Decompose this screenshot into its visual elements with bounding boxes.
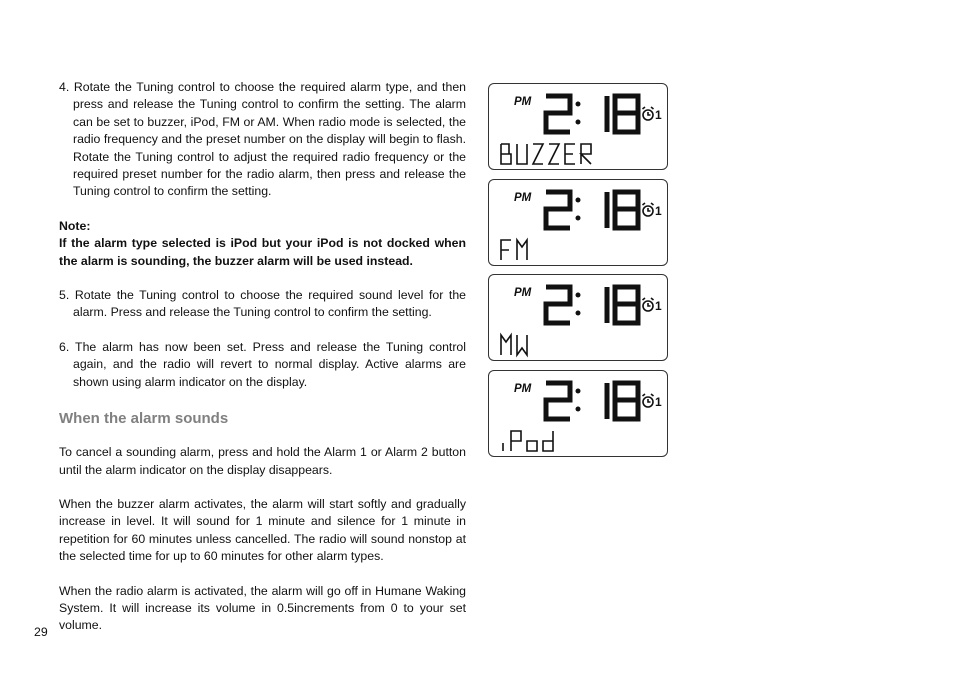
step-4: 4. Rotate the Tuning control to choose the required alarm type, and then press and release the Tuning control to confirm the setting. The alarm can be set to buzzer, iPod, FM or AM. When radio mode is selected, the radio frequency and the preset number on the display will begin to flash. Rotate the Tuning control to adjust the required radio frequency or the required preset number for the radio alarm, then press and release the Tuning control to confirm the setting. xyxy=(59,80,466,199)
cancel-alarm-paragraph: To cancel a sounding alarm, press and hold the Alarm 1 or Alarm 2 button until the alarm indicator on the display disappears. xyxy=(59,445,466,477)
pm-indicator: PM xyxy=(514,96,532,108)
lcd-display-mw xyxy=(488,274,668,361)
pm-indicator: PM xyxy=(514,287,532,299)
note-heading: Note: xyxy=(59,218,91,233)
note-text: If the alarm type selected is iPod but your iPod is not docked when the alarm is sounding, the buzzer alarm will be used instead. xyxy=(59,236,466,268)
lcd-display-ipod xyxy=(488,370,668,457)
lcd-display-fm xyxy=(488,179,668,266)
lcd-graphic xyxy=(489,84,669,171)
page-number: 29 xyxy=(34,625,48,639)
step-5: 5. Rotate the Tuning control to choose the required sound level for the alarm. Press and release the Tuning control to confirm the setting. xyxy=(59,288,466,320)
radio-alarm-paragraph: When the radio alarm is activated, the alarm will go off in Humane Waking System. It will increase its volume in 0.5increments from 0 to your set volume. xyxy=(59,583,466,633)
buzzer-alarm-paragraph: When the buzzer alarm activates, the alarm will start softly and gradually increase in level. It will sound for 1 minute and silence for 1 minute in repetition for 60 minutes unless cancelled. The radio will sound nonstop at the selected time for up to 60 minutes for other alarm types. xyxy=(59,496,466,564)
lcd-graphic xyxy=(489,275,669,362)
alarm-clock-icon xyxy=(643,298,654,311)
lcd-display-buzzer xyxy=(488,83,668,170)
alarm-clock-icon xyxy=(643,394,654,407)
alarm-number: 1 xyxy=(655,299,662,313)
lcd-graphic xyxy=(489,371,669,458)
step-6: 6. The alarm has now been set. Press and release the Tuning control again, and the radio will revert to normal display. Active alarms are shown using alarm indicator on the display. xyxy=(59,339,466,389)
alarm-number: 1 xyxy=(655,395,662,409)
alarm-clock-icon xyxy=(643,107,654,120)
alarm-number: 1 xyxy=(655,108,662,122)
alarm-number: 1 xyxy=(655,204,662,218)
pm-indicator: PM xyxy=(514,192,532,204)
section-title: When the alarm sounds xyxy=(59,410,229,428)
lcd-graphic xyxy=(489,180,669,267)
alarm-clock-icon xyxy=(643,203,654,216)
instruction-column xyxy=(59,79,466,635)
pm-indicator: PM xyxy=(514,383,532,395)
